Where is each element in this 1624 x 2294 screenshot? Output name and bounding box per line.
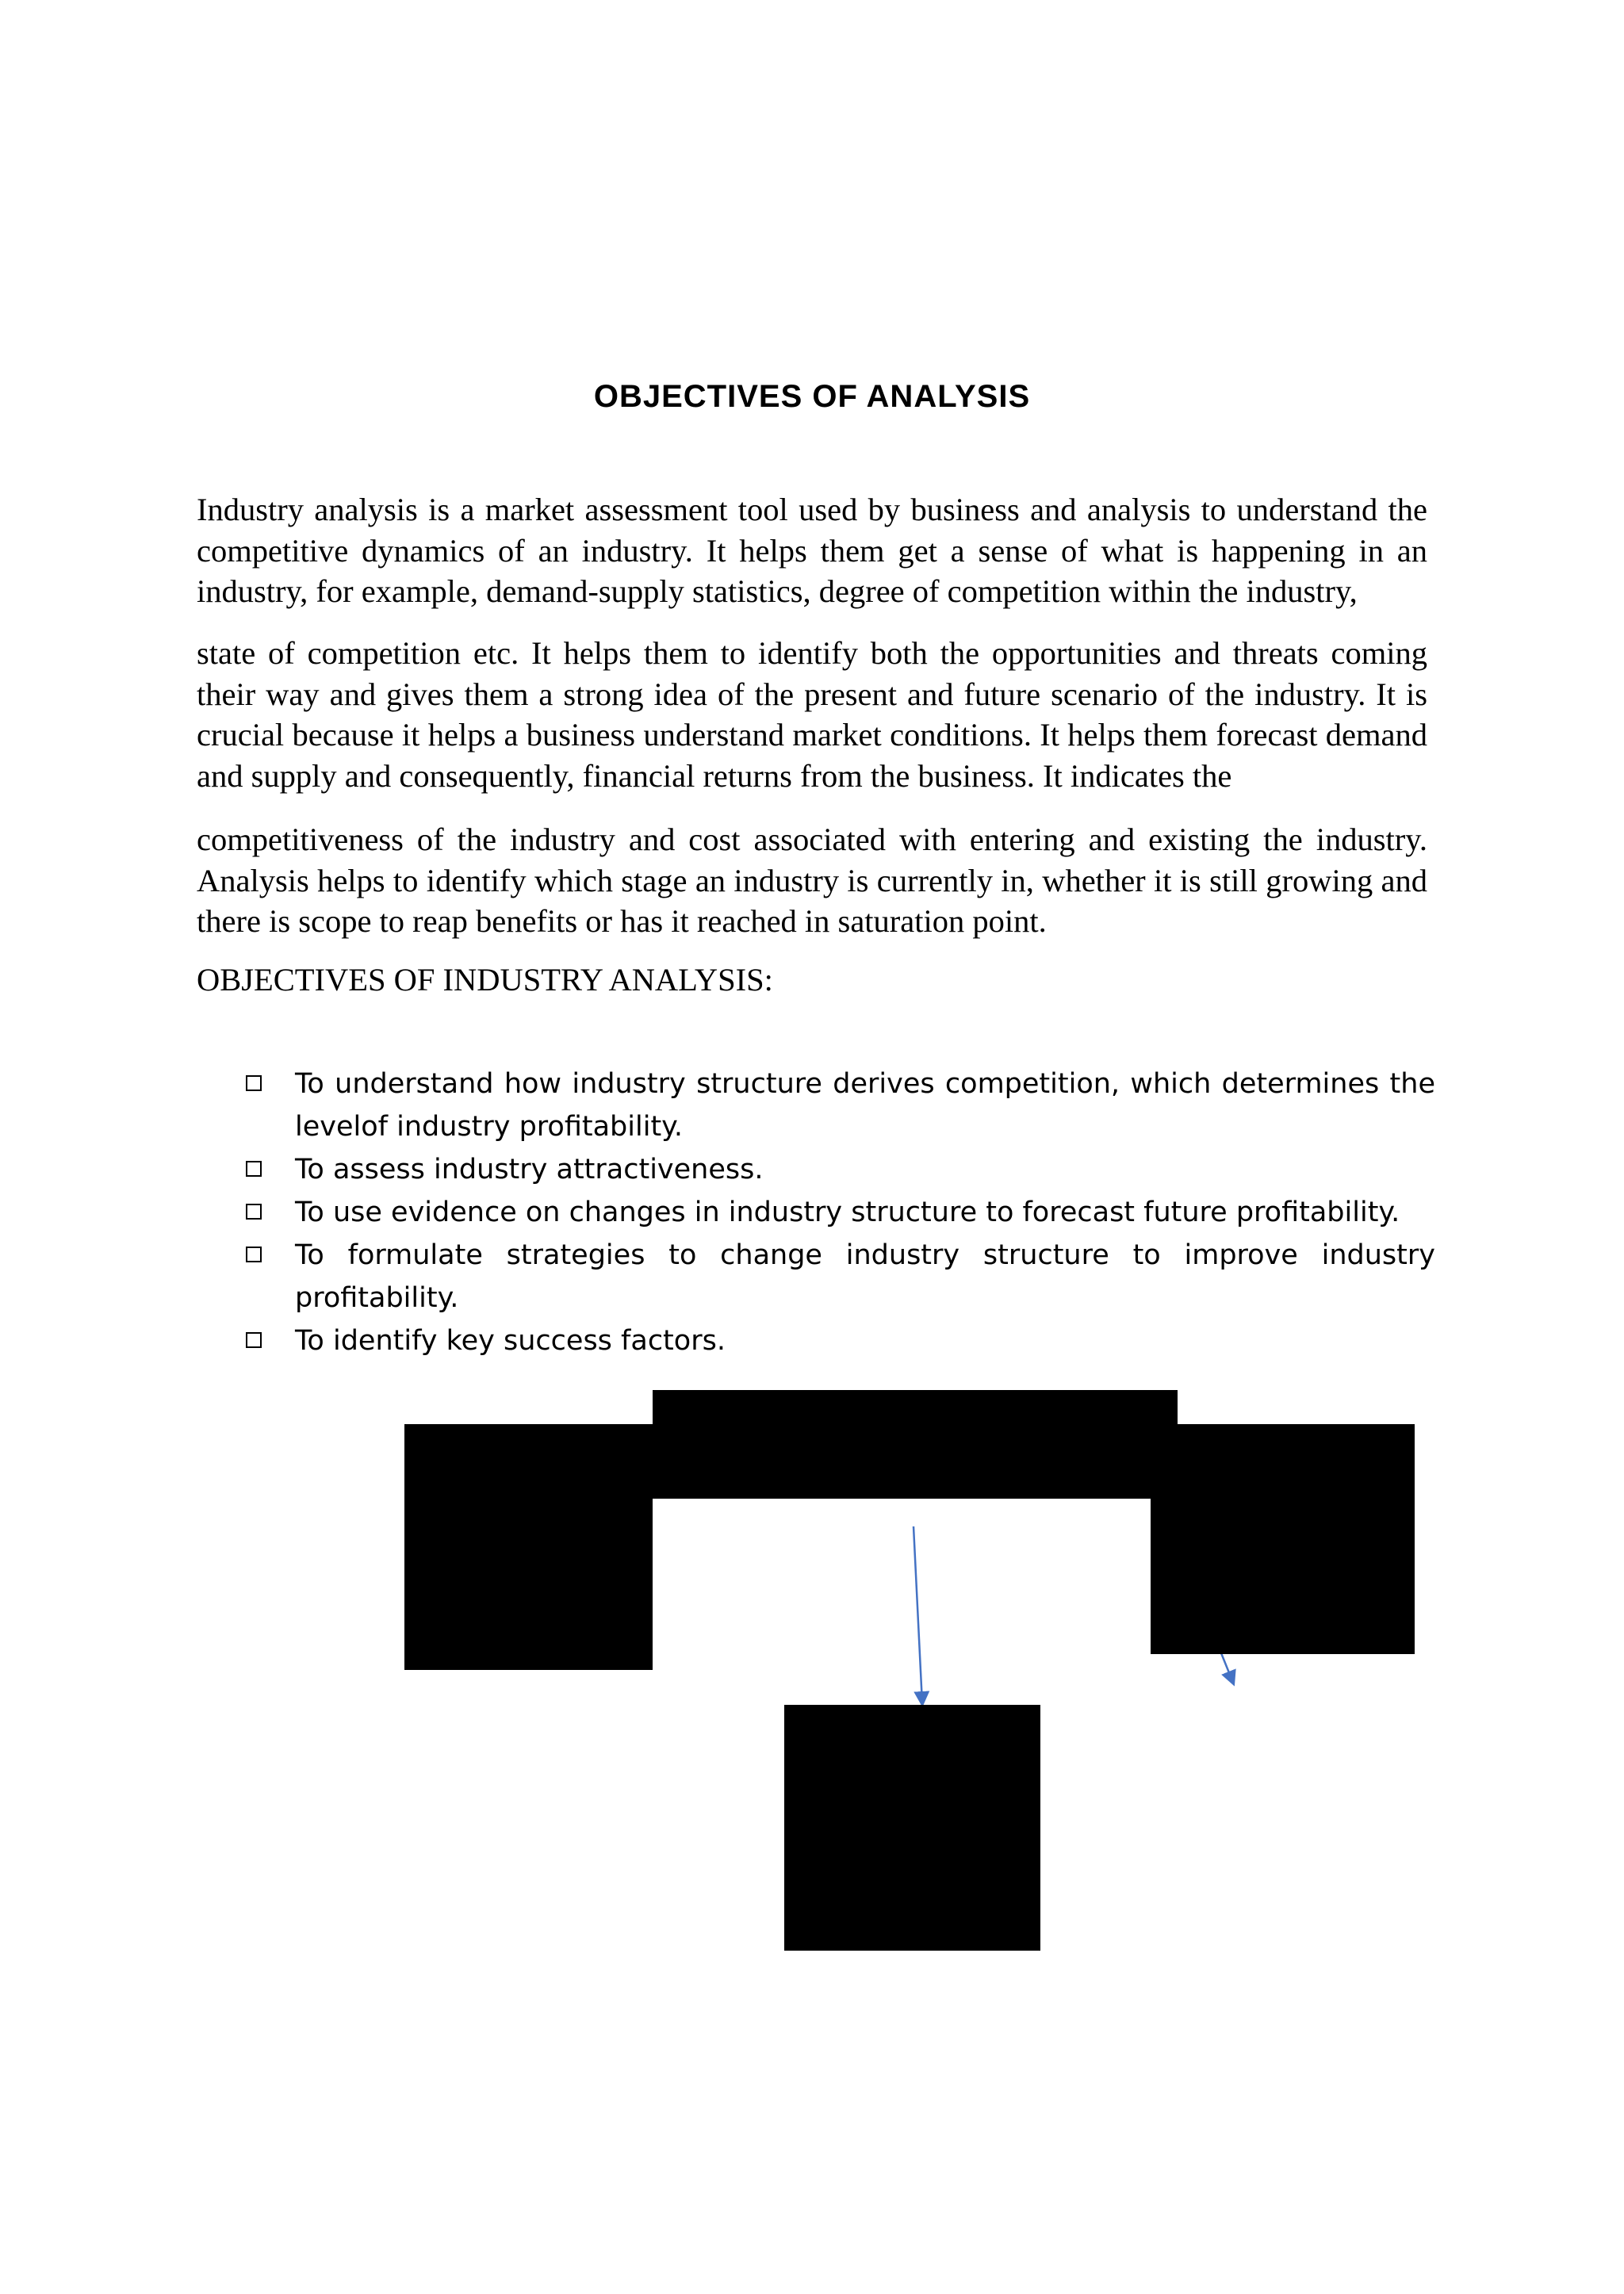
list-item-text: To understand how industry structure derives competition, which determines the levelof industry profitability.	[295, 1068, 1435, 1143]
list-item-text: To use evidence on changes in industry structure to forecast future profitability.	[295, 1197, 1400, 1228]
paragraph-3: competitiveness of the industry and cost associated with entering and existing the industry. Analysis helps to identify which stage an industry is currently in, whether it is still growing and there is scope to reap benefits or has it reached in saturation point.	[197, 821, 1427, 939]
square-bullet-icon	[246, 1247, 262, 1262]
square-bullet-icon	[246, 1161, 262, 1177]
square-bullet-icon	[246, 1075, 262, 1091]
square-bullet-icon	[246, 1332, 262, 1348]
list-item	[246, 1063, 1435, 1148]
page-title: OBJECTIVES OF ANALYSIS	[593, 379, 1031, 414]
list-item-text: To assess industry attractiveness.	[295, 1154, 764, 1185]
list-item	[246, 1148, 1435, 1191]
redacted-box-left	[404, 1424, 653, 1670]
list-item	[246, 1319, 1435, 1362]
square-bullet-icon	[246, 1204, 262, 1220]
list-item	[246, 1191, 1435, 1234]
list-item-text: To formulate strategies to change industry structure to improve industry profitability.	[295, 1239, 1435, 1314]
redacted-box-right	[1151, 1424, 1415, 1654]
paragraph-1: Industry analysis is a market assessment tool used by business and analysis to understand the competitive dynamics of an industry. It helps them get a sense of what is happening in an industry, for example, demand-supply statistics, degree of competition within the industry,	[197, 492, 1427, 609]
redacted-box-top	[653, 1390, 1178, 1499]
list-item	[246, 1234, 1435, 1319]
arrow-center	[914, 1526, 922, 1703]
list-item-text: To identify key success factors.	[295, 1325, 726, 1357]
objectives-list	[246, 1063, 1435, 1362]
redacted-box-bottom	[784, 1705, 1040, 1951]
paragraph-2: state of competition etc. It helps them to identify both the opportunities and threats coming their way and gives them a strong idea of the present and future scenario of the industry. It is crucial because it helps a business understand market conditions. It helps them forecast demand and supply and consequently, financial returns from the business. It indicates the	[197, 635, 1427, 794]
section-subheading: OBJECTIVES OF INDUSTRY ANALYSIS:	[197, 962, 773, 998]
